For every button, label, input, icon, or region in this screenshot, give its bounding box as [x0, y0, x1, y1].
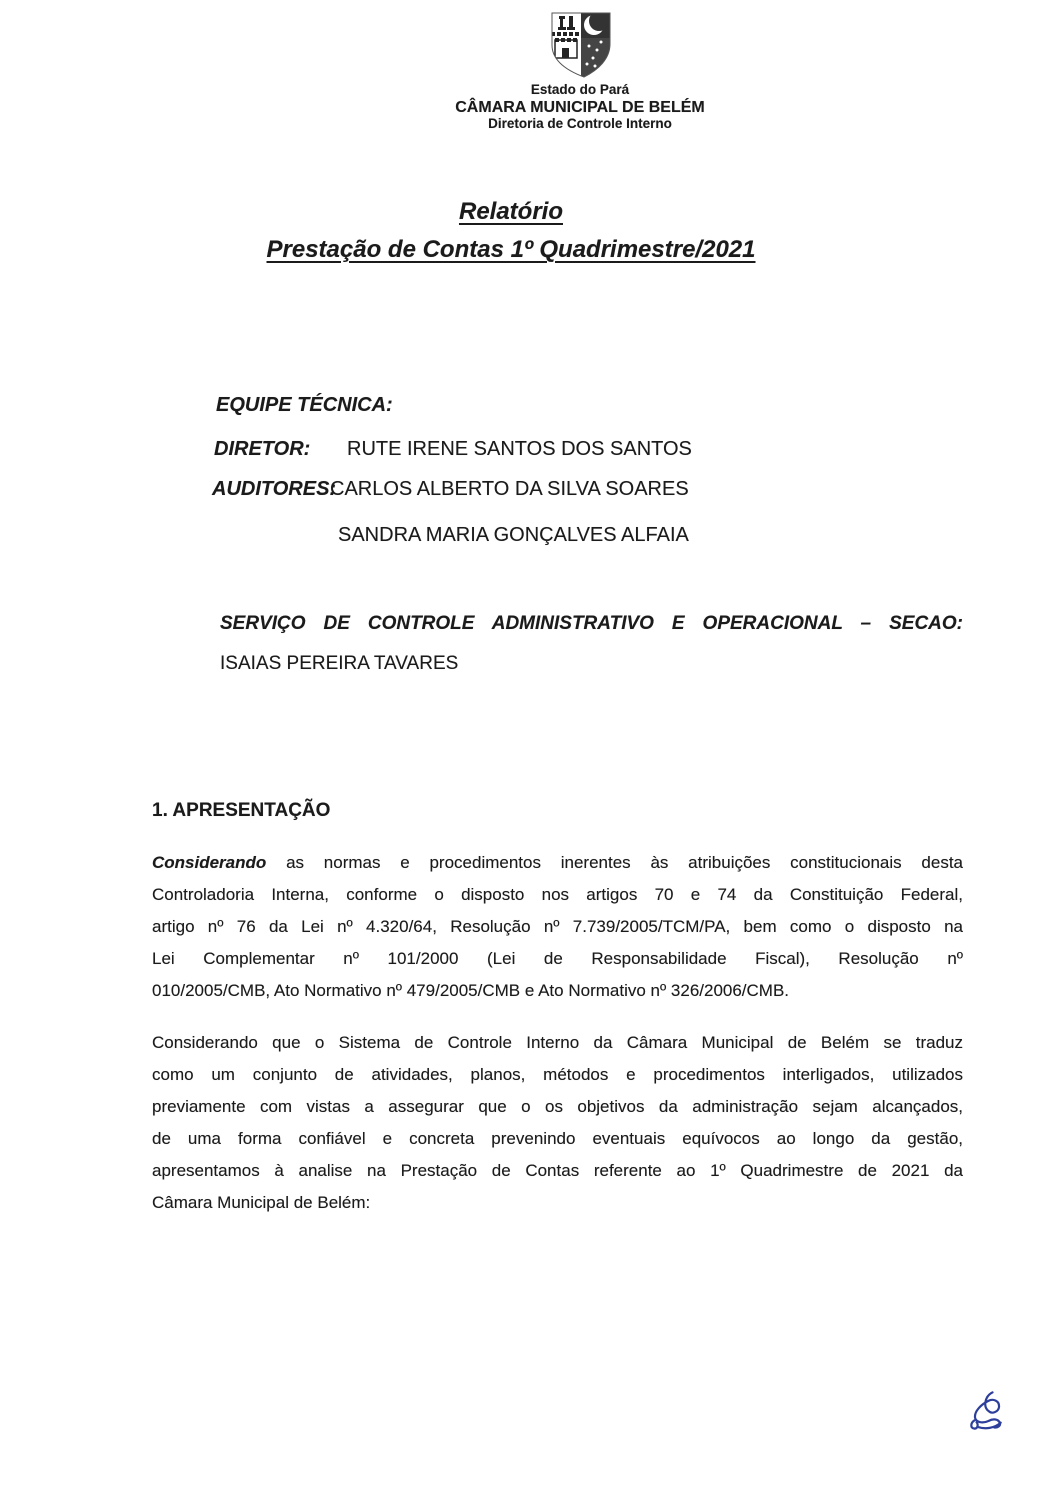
director-name: RUTE IRENE SANTOS DOS SANTOS: [347, 438, 692, 460]
paragraph-1-lead-word: Considerando: [152, 853, 267, 872]
paragraph-1-line-1: [152, 847, 963, 879]
auditor-name-1: CARLOS ALBERTO DA SILVA SOARES: [330, 478, 689, 500]
org-name-line: CÂMARA MUNICIPAL DE BELÉM: [455, 99, 705, 116]
service-heading: SERVIÇO DE CONTROLE ADMINISTRATIVO E OPERACIONAL – SECAO:: [220, 613, 963, 634]
paragraph-1-line-4: Lei Complementar nº 101/2000 (Lei de Responsabilidade Fiscal), Resolução nº: [152, 949, 963, 968]
report-title-text: Relatório: [458, 198, 563, 225]
paragraph-2-line-4: de uma forma confiável e concreta prevenindo eventuais equívocos ao longo da gestão,: [152, 1129, 963, 1148]
service-name: ISAIAS PEREIRA TAVARES: [220, 653, 459, 674]
paragraph-2-line-1: Considerando que o Sistema de Controle Interno da Câmara Municipal de Belém se traduz: [152, 1033, 963, 1052]
auditors-label: AUDITORES:: [212, 478, 337, 500]
auditor-name-2: SANDRA MARIA GONÇALVES ALFAIA: [338, 524, 689, 546]
paragraph-1-line-2: Controladoria Interna, conforme o disposto nos artigos 70 e 74 da Constituição Federal,: [152, 885, 963, 904]
paragraph-2-line-6: Câmara Municipal de Belém:: [152, 1193, 371, 1212]
coat-of-arms-icon: [549, 12, 613, 80]
signature-initials-icon: [959, 1382, 1017, 1450]
paragraph-2: [152, 1027, 963, 1219]
paragraph-1-line-1-rest: as normas e procedimentos inerentes às atribuições constitucionais desta: [286, 853, 964, 872]
report-subtitle: [0, 236, 1022, 264]
paragraph-1: [152, 847, 963, 1007]
org-department-line: Diretoria de Controle Interno: [488, 116, 672, 131]
paragraph-2-line-5: apresentamos à analise na Prestação de Contas referente ao 1º Quadrimestre de 2021 da: [152, 1161, 963, 1180]
team-heading: EQUIPE TÉCNICA:: [216, 394, 393, 416]
paragraph-1-line-5: 010/2005/CMB, Ato Normativo nº 479/2005/CMB e Ato Normativo nº 326/2006/CMB.: [152, 981, 790, 1000]
section-1-heading: 1. APRESENTAÇÃO: [152, 800, 331, 821]
director-label: DIRETOR:: [214, 438, 311, 460]
paragraph-2-line-2: como um conjunto de atividades, planos, métodos e procedimentos interligados, utilizados: [152, 1065, 963, 1084]
paragraph-2-line-3: previamente com vistas a assegurar que o os objetivos da administração sejam alcançados,: [152, 1097, 963, 1116]
report-title: [0, 198, 1022, 226]
paragraph-1-line-3: artigo nº 76 da Lei nº 4.320/64, Resolução nº 7.739/2005/TCM/PA, bem como o disposto na: [152, 917, 963, 936]
org-state-line: Estado do Pará: [530, 82, 630, 97]
report-subtitle-text: Prestação de Contas 1º Quadrimestre/2021: [266, 236, 756, 263]
